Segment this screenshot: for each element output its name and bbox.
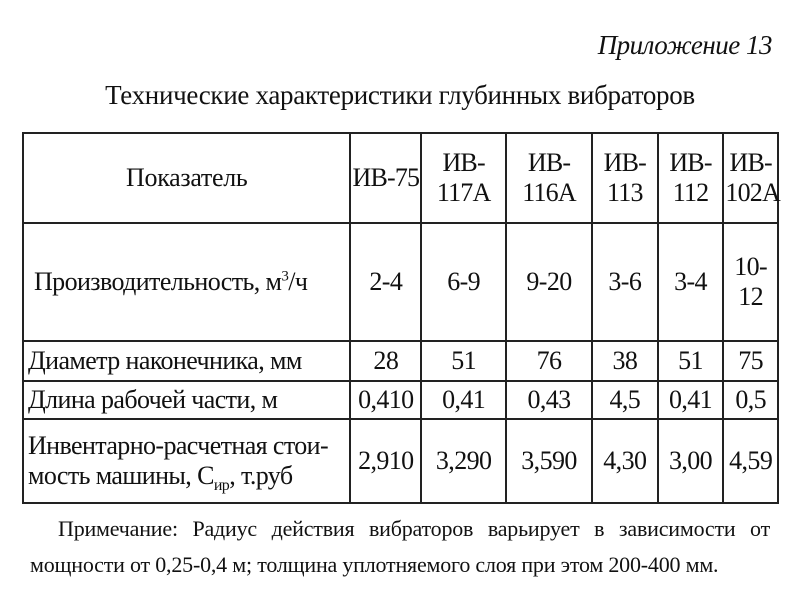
table-cell: 4,30 [592,419,658,503]
specs-table [22,132,779,504]
header-model-iv112 [658,133,724,223]
table-row-productivity [23,223,778,341]
table-cell: 51 [421,341,506,381]
row-label-productivity: Производительность, $м^3/ч$ [23,223,350,341]
model-line1: ИВ-75 [352,163,420,193]
table-cell: 0,41 [421,381,506,419]
table-cell: 0,43 [506,381,592,419]
table-cell: 3,290 [421,419,506,503]
table-cell: 51 [658,341,724,381]
model-line2: 117А [436,178,491,207]
model-line1: ИВ- [527,148,571,178]
table-row-diameter [23,341,778,381]
table-cell: 4,5 [592,381,658,419]
header-row [23,133,778,223]
table-cell: 38 [592,341,658,381]
header-model-iv116a [506,133,592,223]
table-cell: 3,00 [658,419,724,503]
table-cell: 3-4 [658,223,724,341]
footnote [30,511,770,583]
model-line1: ИВ- [729,148,772,178]
table-row-length [23,381,778,419]
table-cell: 0,41 [658,381,724,419]
footnote-text: Примечание: Радиус действия вибраторов варьирует в зависимости от мощности от 0,25-0,4 м; толщина уплотняемого слоя при этом 200-400 мм. [30,516,770,577]
row-label-diameter: Диаметр наконечника, мм [23,341,350,381]
table-cell: 76 [506,341,592,381]
table-cell: 9-20 [506,223,592,341]
model-line1: ИВ- [669,148,712,178]
table-cell: 4,59 [723,419,778,503]
row-label-cost: Инвентарно-расчетная стои- мость машины, $С_{ир}$, т.руб [23,419,350,503]
table-cell: 2,910 [350,419,421,503]
model-line2: 116А [522,178,576,207]
appendix-label: Приложение 13 [597,30,772,60]
table-cell: 3,590 [506,419,592,503]
model-line2: 102А [725,178,780,207]
table-cell: 6-9 [421,223,506,341]
table-row-cost [23,419,778,503]
model-line2: 113 [607,178,643,207]
table-cell: 28 [350,341,421,381]
table-cell: 10-12 [723,223,778,341]
table-cell: 2-4 [350,223,421,341]
row-label-length: Длина рабочей части, м [23,381,350,419]
header-model-iv102a [723,133,778,223]
table-cell: 75 [723,341,778,381]
header-indicator: Показатель [23,133,350,223]
model-line2: 112 [672,178,709,207]
model-line1: ИВ- [603,148,647,178]
header-model-iv75 [350,133,421,223]
model-line1: ИВ- [442,148,485,178]
table-cell: 0,410 [350,381,421,419]
table-title: Технические характеристики глубинных вибраторов [105,80,695,110]
table-cell: 0,5 [723,381,778,419]
header-model-iv113 [592,133,658,223]
table-cell: 3-6 [592,223,658,341]
header-model-iv117a [421,133,506,223]
